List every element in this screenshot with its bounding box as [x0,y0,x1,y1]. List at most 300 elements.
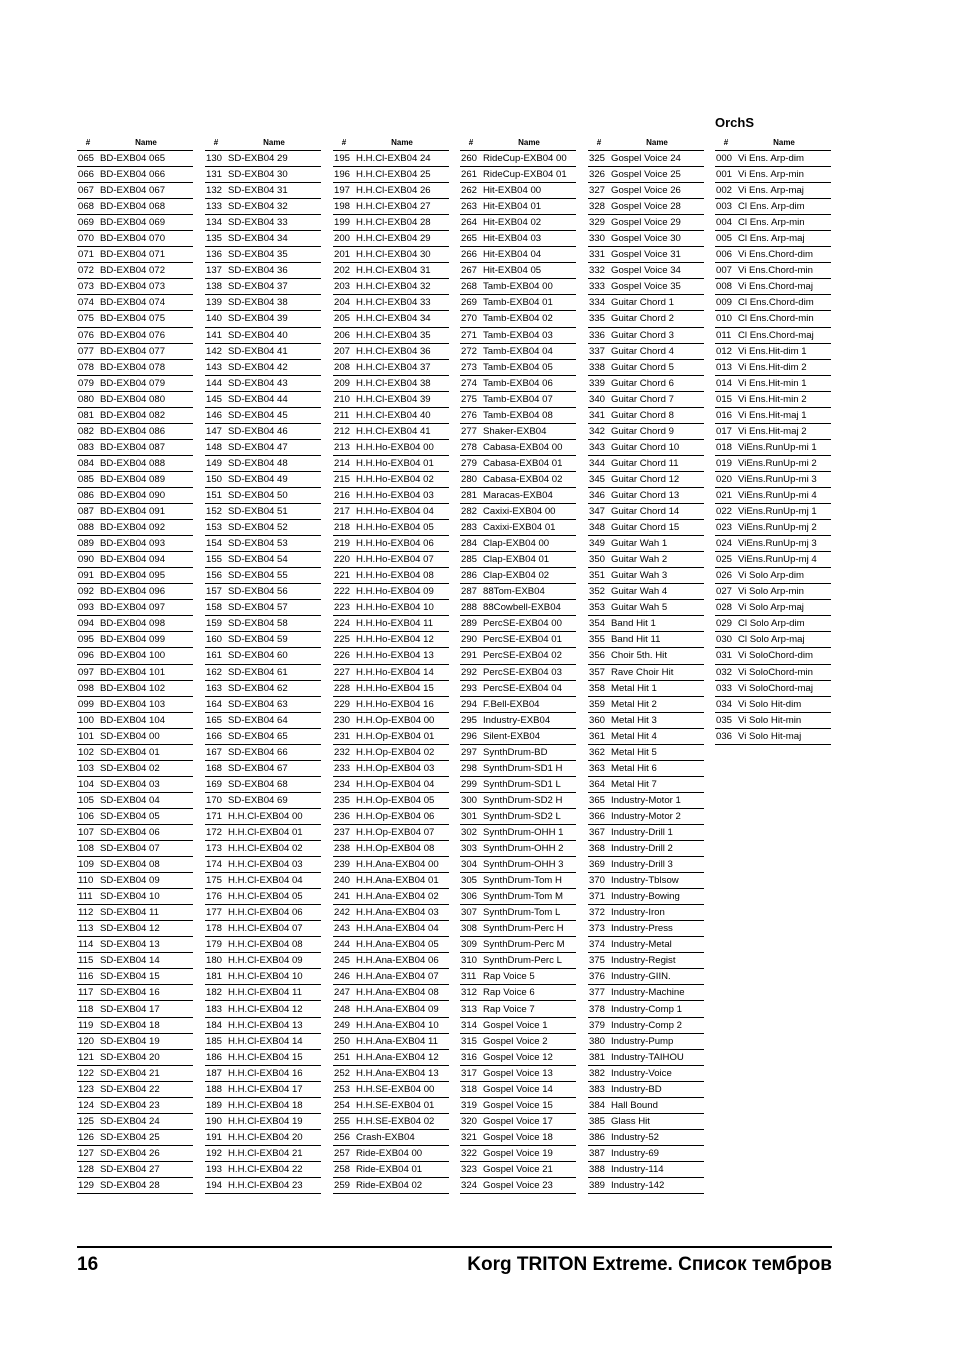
item-number: 317 [461,1067,478,1079]
item-number: 305 [461,875,478,887]
item-number: 103 [78,762,95,774]
item-number: 207 [334,345,351,357]
list-item [205,215,321,231]
item-name: SD-EXB04 23 [100,1099,160,1111]
item-name: Metal Hit 2 [611,698,657,710]
list-item [205,568,321,584]
list-item [333,713,449,729]
item-number: 195 [334,153,351,165]
item-name: H.H.Ho-EXB04 10 [356,602,434,614]
list-item [77,937,193,953]
item-number: 020 [716,473,733,485]
item-number: 123 [78,1083,95,1095]
item-name: Tamb-EXB04 04 [483,345,553,357]
list-item [77,520,193,536]
item-name: Gospel Voice 26 [611,185,681,197]
item-name: Vi Solo Arp-dim [738,570,804,582]
item-number: 348 [589,522,606,534]
item-name: PercSE-EXB04 03 [483,666,562,678]
item-name: Gospel Voice 2 [483,1035,548,1047]
item-number: 171 [206,810,223,822]
list-item [715,681,831,697]
list-item [205,1114,321,1130]
item-number: 141 [206,329,223,341]
item-name: H.H.Cl-EXB04 35 [356,329,431,341]
list-item [715,632,831,648]
list-item [77,408,193,424]
list-item [205,1178,321,1194]
list-item [588,440,704,456]
list-item [205,183,321,199]
list-item [333,408,449,424]
list-item [205,681,321,697]
list-item [77,263,193,279]
item-number: 017 [716,425,733,437]
list-item [460,151,576,167]
item-number: 289 [461,618,478,630]
list-item [460,263,576,279]
item-number: 000 [716,153,733,165]
list-item [77,552,193,568]
item-number: 010 [716,313,733,325]
item-name: H.H.Cl-EXB04 05 [228,891,303,903]
item-name: PercSE-EXB04 00 [483,618,562,630]
item-name: BD-EXB04 074 [100,297,166,309]
item-name: H.H.Cl-EXB04 41 [356,425,431,437]
list-item [77,729,193,745]
list-item [460,665,576,681]
list-item [460,648,576,664]
list-item [205,360,321,376]
list-item [333,985,449,1001]
item-number: 297 [461,746,478,758]
list-item [588,632,704,648]
list-item [205,873,321,889]
item-name: BD-EXB04 099 [100,634,166,646]
item-name: Gospel Voice 25 [611,169,681,181]
list-item [588,1066,704,1082]
item-name: BD-EXB04 080 [100,393,166,405]
item-name: SD-EXB04 46 [228,425,288,437]
item-name: Guitar Chord 11 [611,457,679,469]
item-name: Vi Solo Arp-min [738,586,804,598]
list-item [588,889,704,905]
list-item [715,504,831,520]
item-number: 386 [589,1131,606,1143]
list-item [205,1034,321,1050]
item-name: H.H.Cl-EXB04 03 [228,859,303,871]
item-number: 277 [461,425,478,437]
item-name: Tamb-EXB04 02 [483,313,553,325]
item-number: 362 [589,746,606,758]
item-number: 110 [78,875,94,887]
item-number: 350 [589,554,606,566]
item-name: SD-EXB04 64 [228,714,288,726]
item-name: SD-EXB04 60 [228,650,288,662]
item-name: Industry-142 [611,1180,665,1192]
list-item [460,697,576,713]
name-header: Name [391,138,413,147]
item-name: Gospel Voice 34 [611,265,681,277]
item-name: Ride-EXB04 02 [356,1180,423,1192]
item-name: ViEns.RunUp-mj 3 [738,538,817,550]
item-number: 353 [589,602,606,614]
list-item [715,231,831,247]
list-item [333,761,449,777]
item-name: Vi Ens.Hit-maj 1 [738,409,807,421]
item-number: 219 [334,538,351,550]
item-number: 347 [589,506,606,518]
item-number: 241 [334,891,351,903]
list-column [205,136,321,1194]
list-item [460,456,576,472]
list-item [588,953,704,969]
item-name: 88Tom-EXB04 [483,586,545,598]
item-number: 078 [78,361,95,373]
item-number: 273 [461,361,478,373]
item-name: Industry-69 [611,1147,659,1159]
list-item [333,632,449,648]
item-name: H.H.Op-EXB04 05 [356,794,435,806]
item-number: 331 [589,249,606,261]
item-number: 272 [461,345,478,357]
item-number: 237 [334,826,351,838]
list-item [588,825,704,841]
list-item [205,777,321,793]
list-item [460,1018,576,1034]
item-name: H.H.Cl-EXB04 11 [228,987,302,999]
item-name: BD-EXB04 090 [100,490,166,501]
item-number: 106 [78,810,95,822]
item-name: Vi Ens. Arp-dim [738,153,804,165]
item-number: 089 [78,538,95,550]
list-item [333,504,449,520]
item-name: SD-EXB04 06 [100,826,160,838]
item-number: 254 [334,1099,351,1111]
item-name: H.H.Op-EXB04 08 [356,843,435,855]
item-name: Metal Hit 1 [611,682,657,694]
item-number: 267 [461,265,478,277]
item-name: Industry-Press [611,923,673,935]
item-name: H.H.Cl-EXB04 20 [228,1131,303,1143]
list-item [715,167,831,183]
list-item [460,937,576,953]
list-item [333,921,449,937]
item-name: Silent-EXB04 [483,730,541,742]
list-item [460,825,576,841]
item-name: Hit-EXB04 01 [483,201,542,213]
list-item [460,616,576,632]
item-number: 011 [716,329,732,341]
item-number: 084 [78,457,95,469]
item-number: 320 [461,1115,478,1127]
item-number: 180 [206,955,223,967]
item-number: 113 [78,923,94,935]
item-number: 165 [206,714,223,726]
list-item [715,616,831,632]
column-header [333,136,449,149]
list-item [333,231,449,247]
list-item [460,183,576,199]
item-number: 340 [589,393,606,405]
list-item [205,1082,321,1098]
list-item [205,263,321,279]
item-name: Guitar Wah 5 [611,602,668,614]
list-item [333,616,449,632]
item-name: PercSE-EXB04 01 [483,634,562,646]
item-name: SD-EXB04 29 [228,153,288,165]
list-item [333,889,449,905]
list-item [460,167,576,183]
item-name: SynthDrum-Tom H [483,875,562,887]
item-name: Guitar Chord 10 [611,441,680,453]
item-number: 363 [589,762,606,774]
item-number: 373 [589,923,606,935]
item-number: 302 [461,826,478,838]
list-item [77,568,193,584]
item-number: 182 [206,987,223,999]
item-number: 217 [334,506,351,518]
item-name: H.H.Ana-EXB04 11 [356,1035,438,1047]
item-name: Vi Solo Hit-dim [738,698,802,710]
item-number: 361 [589,730,606,742]
list-item [588,937,704,953]
list-item [205,921,321,937]
list-item [205,520,321,536]
item-name: H.H.Cl-EXB04 26 [356,185,431,197]
item-number: 111 [78,891,93,903]
item-number: 022 [716,506,733,518]
item-number: 069 [78,217,95,229]
list-item [77,1066,193,1082]
item-name: Hit-EXB04 02 [483,217,542,229]
item-number: 139 [206,297,223,309]
item-name: Gospel Voice 31 [611,249,681,261]
item-number: 264 [461,217,478,229]
list-item [205,151,321,167]
name-header: Name [773,138,795,147]
item-number: 068 [78,201,95,213]
item-name: SD-EXB04 41 [228,345,288,357]
item-number: 105 [78,794,95,806]
list-column [715,136,831,745]
list-item [77,536,193,552]
item-name: Gospel Voice 28 [611,201,681,213]
item-name: BD-EXB04 096 [100,586,166,598]
list-item [460,1050,576,1066]
item-name: BD-EXB04 072 [100,265,166,277]
item-number: 028 [716,602,733,614]
item-number: 256 [334,1131,351,1143]
item-number: 268 [461,281,478,293]
item-number: 247 [334,987,351,999]
item-name: BD-EXB04 068 [100,201,166,213]
item-name: BD-EXB04 102 [100,682,166,694]
list-item [77,295,193,311]
item-name: SD-EXB04 40 [228,329,288,341]
list-item [588,151,704,167]
list-item [77,809,193,825]
list-item [205,969,321,985]
name-header: Name [135,138,157,147]
item-number: 245 [334,955,351,967]
item-number: 311 [461,971,477,983]
item-number: 116 [78,971,94,983]
item-number: 381 [589,1051,606,1063]
item-name: H.H.Ho-EXB04 01 [356,457,434,469]
list-item [460,247,576,263]
item-number: 034 [716,698,733,710]
list-item [333,777,449,793]
item-name: H.H.Ho-EXB04 07 [356,554,434,566]
list-item [460,360,576,376]
item-name: SD-EXB04 20 [100,1051,160,1063]
item-name: SD-EXB04 14 [100,955,160,967]
item-name: H.H.Cl-EXB04 25 [356,169,431,181]
item-number: 208 [334,361,351,373]
item-name: BD-EXB04 103 [100,698,166,710]
item-name: BD-EXB04 095 [100,570,166,582]
list-item [460,279,576,295]
list-item [460,873,576,889]
list-item [460,793,576,809]
item-name: BD-EXB04 101 [100,666,166,678]
item-number: 284 [461,538,478,550]
item-name: H.H.Ana-EXB04 13 [356,1067,439,1079]
item-number: 389 [589,1180,606,1192]
item-name: BD-EXB04 076 [100,329,166,341]
item-number: 203 [334,281,351,293]
item-name: SD-EXB04 47 [228,441,288,453]
item-number: 101 [78,730,95,742]
list-item [333,809,449,825]
list-item [333,328,449,344]
item-name: Vi Ens. Arp-min [738,169,804,181]
list-item [77,311,193,327]
item-number: 240 [334,875,351,887]
item-name: Tamb-EXB04 03 [483,329,553,341]
list-item [460,568,576,584]
item-name: SD-EXB04 45 [228,409,288,421]
list-item [77,424,193,440]
item-name: Cl Ens. Arp-maj [738,233,805,245]
list-item [333,488,449,504]
list-item [715,311,831,327]
item-number: 253 [334,1083,351,1095]
list-item [715,665,831,681]
item-number: 213 [334,441,351,453]
list-item [205,424,321,440]
item-number: 344 [589,457,606,469]
list-item [333,1018,449,1034]
list-item [333,857,449,873]
list-item [588,247,704,263]
list-item [715,392,831,408]
item-name: Guitar Chord 8 [611,409,674,421]
list-item [588,295,704,311]
item-number: 026 [716,570,733,582]
item-name: SynthDrum-OHH 1 [483,826,564,838]
list-item [205,857,321,873]
list-item [77,392,193,408]
list-item [77,777,193,793]
item-number: 296 [461,730,478,742]
item-number: 035 [716,714,733,726]
item-number: 322 [461,1147,478,1159]
number-header: # [341,138,347,147]
item-number: 366 [589,810,606,822]
item-name: BD-EXB04 071 [100,249,166,261]
item-number: 163 [206,682,223,694]
item-number: 109 [78,859,95,871]
list-item [77,1018,193,1034]
item-number: 107 [78,826,95,838]
item-name: Cl Solo Arp-maj [738,634,805,646]
item-number: 332 [589,265,606,277]
item-number: 140 [206,313,223,325]
list-item [333,1050,449,1066]
list-item [460,584,576,600]
item-number: 166 [206,730,223,742]
list-item [333,520,449,536]
list-item [333,376,449,392]
item-name: SD-EXB04 07 [100,843,160,855]
item-number: 315 [461,1035,478,1047]
item-name: H.H.Cl-EXB04 06 [228,907,303,919]
item-name: H.H.Ho-EXB04 16 [356,698,434,710]
item-number: 303 [461,843,478,855]
item-name: SD-EXB04 43 [228,377,288,389]
item-name: SD-EXB04 42 [228,361,288,373]
item-name: Vi SoloChord-maj [738,682,814,694]
item-name: Metal Hit 7 [611,778,657,790]
item-number: 288 [461,602,478,614]
item-name: SynthDrum-Tom L [483,907,561,919]
item-name: SD-EXB04 16 [100,987,160,999]
item-number: 349 [589,538,606,550]
item-number: 327 [589,185,606,197]
list-item [588,745,704,761]
item-number: 023 [716,522,733,534]
list-item [588,1146,704,1162]
list-item [205,231,321,247]
list-item [715,408,831,424]
list-item [588,504,704,520]
list-item [205,600,321,616]
list-item [588,344,704,360]
item-name: BD-EXB04 078 [100,361,166,373]
item-number: 352 [589,586,606,598]
item-name: Industry-GIIN. [611,971,671,983]
list-item [460,921,576,937]
item-number: 154 [206,538,223,550]
item-name: Industry-52 [611,1131,659,1143]
item-name: BD-EXB04 075 [100,313,166,325]
item-number: 239 [334,859,351,871]
list-item [333,440,449,456]
list-item [333,1114,449,1130]
item-number: 198 [334,201,351,213]
list-item [205,279,321,295]
list-item [715,440,831,456]
item-name: H.H.Ho-EXB04 05 [356,522,434,534]
item-number: 169 [206,778,223,790]
list-item [588,1178,704,1194]
list-item [588,263,704,279]
item-name: SD-EXB04 18 [100,1019,160,1031]
list-item [715,376,831,392]
item-name: H.H.Ana-EXB04 07 [356,971,439,983]
